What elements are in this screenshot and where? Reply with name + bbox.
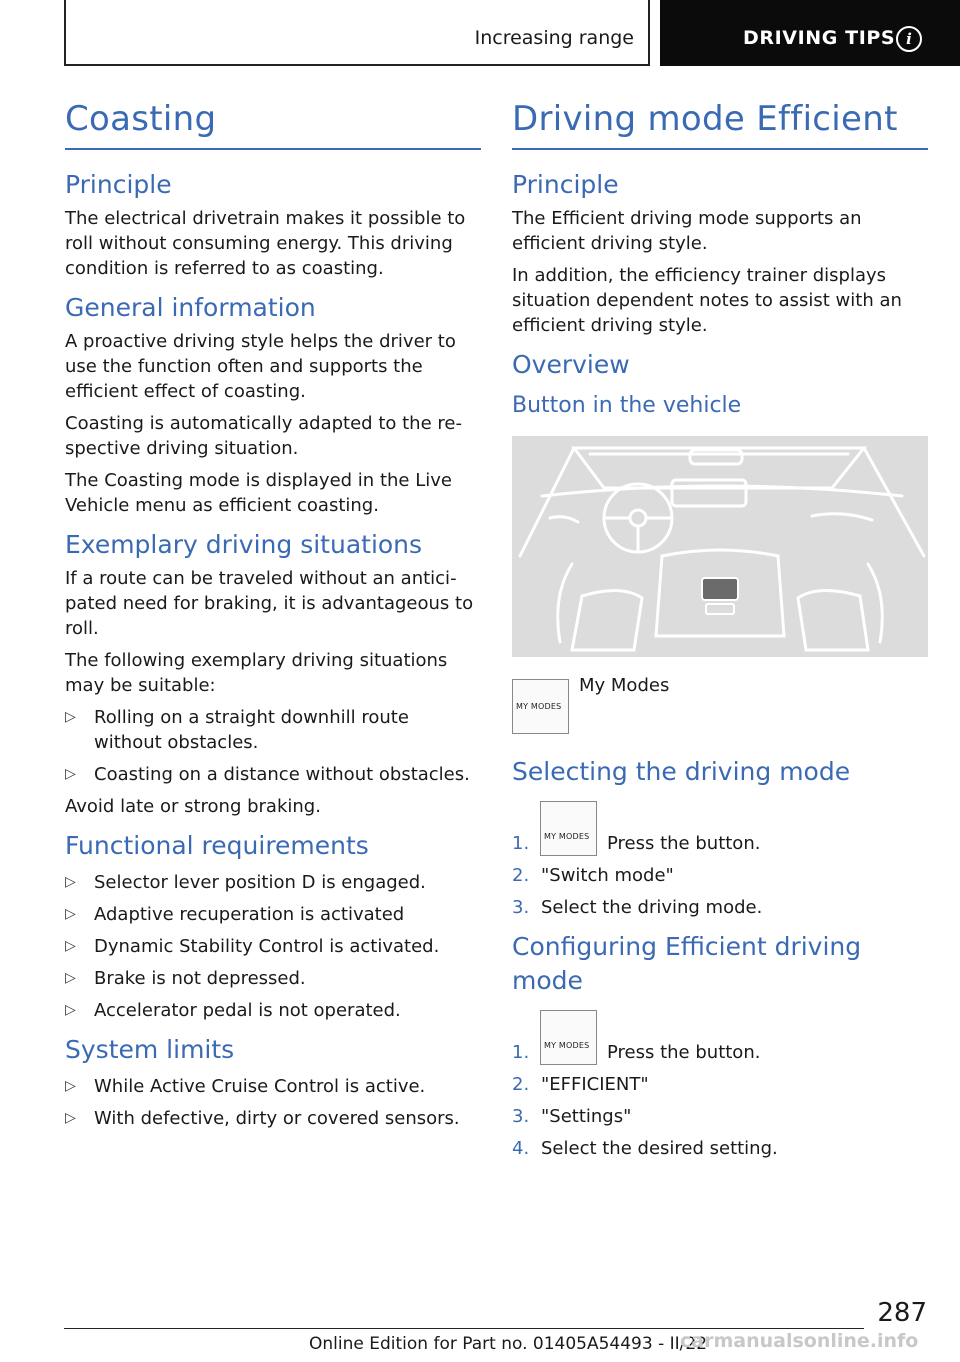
heading-functional-requirements: Functional requirements [65,831,369,860]
my-modes-button-icon: MY MODES [540,1010,597,1065]
list-item: ▷ Rolling on a straight downhill route without obstacles. [65,707,409,753]
functional-list [65,870,481,1023]
my-modes-button-icon: MY MODES [540,801,597,856]
list-item: ▷ While Active Cruise Control is active. [65,1076,426,1097]
my-modes-button-icon: MY MODES [512,679,569,734]
step-number: 3. [512,897,530,918]
limits-list [65,1074,481,1131]
title-rule [512,148,928,150]
footer-rule [64,1328,864,1329]
list-item: ▷ Brake is not depressed. [65,968,306,989]
step-number: 2. [512,1074,530,1095]
step-text: Press the button. [607,833,761,854]
exemplary-paragraph: The following exemplary driving situations may be suitable: [65,650,448,696]
heading-selecting-driving-mode: Selecting the driving mode [512,757,851,786]
step-text: Select the driving mode. [541,897,763,918]
step-number: 1. [512,1042,530,1063]
heading-configuring-efficient: Configuring Efficient driving mode [512,932,862,995]
page-header [0,0,960,66]
list-item: ▷ With defective, dirty or covered sensors. [65,1108,460,1129]
step-item [512,1010,928,1065]
step-text: "Switch mode" [541,865,674,886]
list-item: ▷ Dynamic Stability Control is activated. [65,936,440,957]
step-item [512,895,928,920]
exemplary-paragraph: If a route can be traveled without an anticipated need for braking, it is advantageous to roll. [65,568,474,639]
step-item [512,1104,928,1129]
bullet-triangle-icon: ▷ [65,938,76,954]
bullet-triangle-icon: ▷ [65,906,76,922]
bullet-triangle-icon: ▷ [65,1002,76,1018]
heading-principle: Principle [65,170,172,199]
bullet-triangle-icon: ▷ [65,766,76,782]
header-section-box [64,0,650,66]
exemplary-list [65,705,481,787]
step-item [512,801,928,856]
principle-paragraph: The Efficient driving mode supports an efficient driving style. [512,208,862,254]
list-item: ▷ Selector lever position D is engaged. [65,872,426,893]
section-title-driving-mode-efficient: Driving mode Efficient [512,99,898,139]
step-item [512,1136,928,1161]
configuring-steps [512,1010,928,1161]
section-title-coasting: Coasting [65,99,217,139]
heading-button-in-vehicle: Button in the vehicle [512,393,742,418]
header-chapter-title: DRIVING TIPS [743,27,896,49]
heading-general-information: General information [65,293,316,322]
list-item: ▷ Adaptive recuperation is activated [65,904,405,925]
step-number: 4. [512,1138,530,1159]
right-column [512,92,928,1168]
bullet-triangle-icon: ▷ [65,874,76,890]
button-legend [512,675,928,745]
bullet-triangle-icon: ▷ [65,970,76,986]
left-column [65,92,481,1138]
bullet-triangle-icon: ▷ [65,1078,76,1094]
general-paragraph: The Coasting mode is displayed in the Live Vehicle menu as efficient coasting. [65,470,452,516]
heading-overview: Overview [512,350,630,379]
step-text: Press the button. [607,1042,761,1063]
info-icon: i [896,26,922,52]
heading-exemplary-situations: Exemplary driving situations [65,530,423,559]
step-item [512,863,928,888]
step-text: Select the desired setting. [541,1138,778,1159]
step-number: 3. [512,1106,530,1127]
principle-paragraph: In addition, the efficiency trainer displays situation dependent notes to assist with an efficient driving style. [512,265,902,336]
header-chapter-box [660,0,960,66]
header-section-title: Increasing range [474,27,634,49]
title-rule [65,148,481,150]
step-number: 1. [512,833,530,854]
exemplary-paragraph: Avoid late or strong braking. [65,796,321,817]
general-paragraph: Coasting is automatically adapted to the respective driving situation. [65,413,462,459]
heading-principle: Principle [512,170,619,199]
page-number: 287 [877,1298,927,1328]
list-item: ▷ Accelerator pedal is not operated. [65,1000,401,1021]
step-number: 2. [512,865,530,886]
heading-system-limits: System limits [65,1035,235,1064]
footer-edition: Online Edition for Part no. 01405A54493 - II/22 [309,1334,708,1354]
bullet-triangle-icon: ▷ [65,1110,76,1126]
step-item [512,1072,928,1097]
general-paragraph: A proactive driving style helps the driver to use the function often and supports the efficient effect of coasting. [65,331,456,402]
bullet-triangle-icon: ▷ [65,709,76,725]
watermark: carmanualsonline.info [680,1330,919,1352]
dashboard-illustration-svg [512,436,928,657]
step-text: "Settings" [541,1106,632,1127]
legend-label: My Modes [579,675,670,696]
list-item: ▷ Coasting on a distance without obstacles. [65,764,470,785]
principle-text: The electrical drivetrain makes it possible to roll without consuming energy. This driving condition is referred to as coasting. [65,208,466,279]
step-text: "EFFICIENT" [541,1074,649,1095]
selecting-steps [512,801,928,920]
vehicle-interior-illustration [512,436,928,657]
